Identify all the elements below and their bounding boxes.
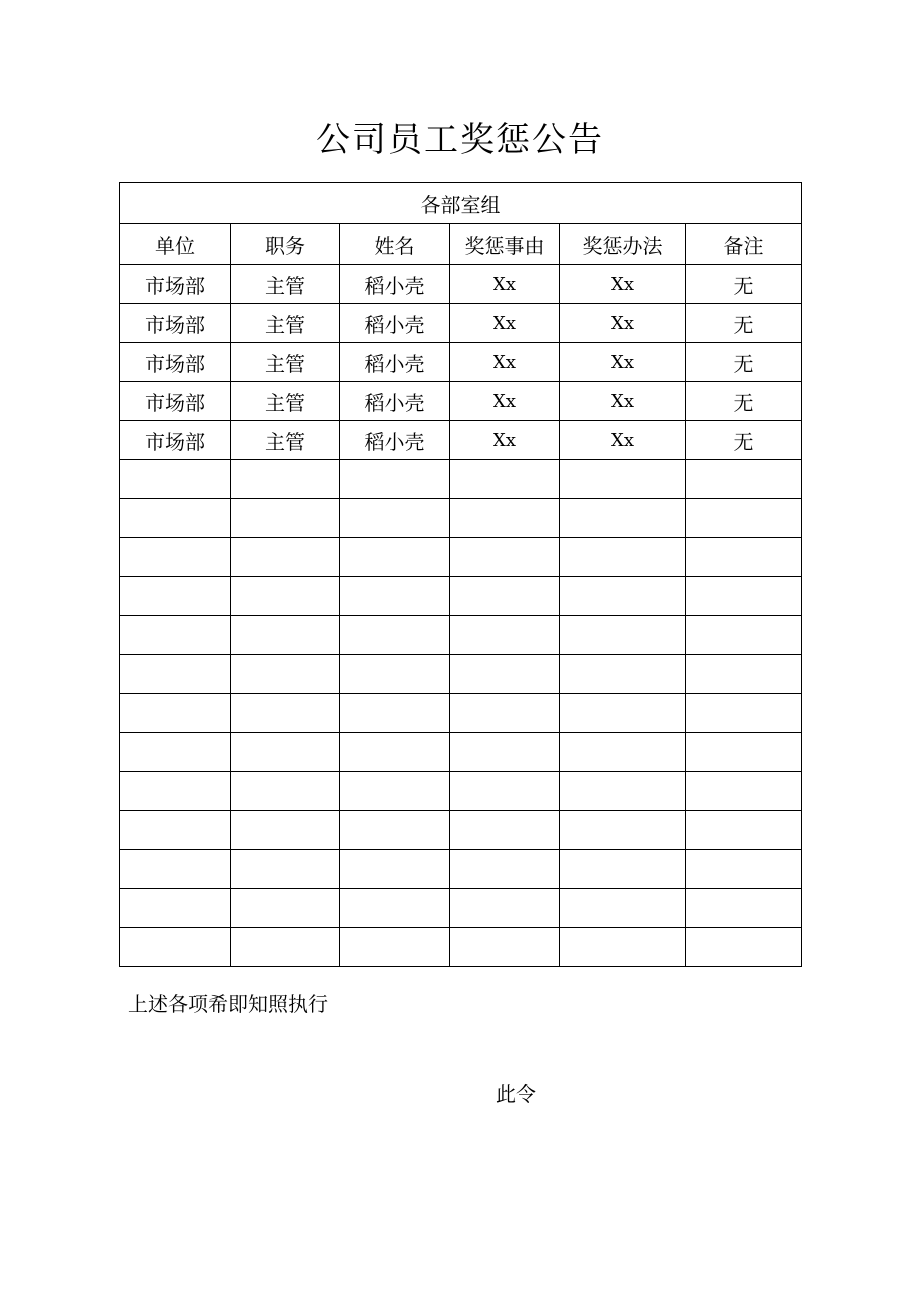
cell-position: 主管 xyxy=(231,343,340,382)
table-row xyxy=(120,928,802,967)
cell-measure xyxy=(560,811,686,850)
table-row xyxy=(120,382,802,421)
table-row xyxy=(120,499,802,538)
cell-unit xyxy=(120,850,231,889)
cell-position xyxy=(231,733,340,772)
cell-remark xyxy=(686,811,802,850)
table-row xyxy=(120,421,802,460)
cell-name: 稻小壳 xyxy=(340,343,450,382)
table-row xyxy=(120,304,802,343)
cell-unit xyxy=(120,772,231,811)
cell-name xyxy=(340,733,450,772)
cell-name xyxy=(340,850,450,889)
cell-remark xyxy=(686,772,802,811)
cell-name xyxy=(340,538,450,577)
cell-position xyxy=(231,616,340,655)
cell-name: 稻小壳 xyxy=(340,421,450,460)
cell-position xyxy=(231,577,340,616)
table-row xyxy=(120,889,802,928)
cell-reason xyxy=(450,928,560,967)
page-title: 公司员工奖惩公告 xyxy=(316,120,604,160)
cell-position: 主管 xyxy=(231,265,340,304)
cell-name xyxy=(340,655,450,694)
table-row xyxy=(120,655,802,694)
table-row xyxy=(120,694,802,733)
cell-unit xyxy=(120,928,231,967)
cell-reason xyxy=(450,772,560,811)
cell-reason xyxy=(450,460,560,499)
cell-measure xyxy=(560,733,686,772)
cell-reason xyxy=(450,733,560,772)
cell-reason xyxy=(450,655,560,694)
header-cell: 备注 xyxy=(686,224,802,265)
cell-reason xyxy=(450,499,560,538)
cell-reason xyxy=(450,577,560,616)
cell-measure: Xx xyxy=(560,382,686,421)
cell-name xyxy=(340,928,450,967)
cell-remark: 无 xyxy=(686,343,802,382)
cell-unit xyxy=(120,460,231,499)
cell-remark xyxy=(686,460,802,499)
cell-measure: Xx xyxy=(560,304,686,343)
cell-measure xyxy=(560,850,686,889)
cell-measure xyxy=(560,928,686,967)
cell-position xyxy=(231,655,340,694)
header-cell: 奖惩办法 xyxy=(560,224,686,265)
cell-remark xyxy=(686,889,802,928)
cell-position: 主管 xyxy=(231,304,340,343)
cell-name xyxy=(340,616,450,655)
cell-remark xyxy=(686,538,802,577)
cell-reason: Xx xyxy=(450,343,560,382)
cell-remark xyxy=(686,655,802,694)
cell-measure: Xx xyxy=(560,265,686,304)
cell-position xyxy=(231,811,340,850)
cell-unit xyxy=(120,811,231,850)
cell-measure xyxy=(560,460,686,499)
table-row xyxy=(120,343,802,382)
cell-name xyxy=(340,889,450,928)
cell-unit xyxy=(120,694,231,733)
footer-note: 上述各项希即知照执行 xyxy=(128,992,328,1016)
cell-unit xyxy=(120,616,231,655)
cell-unit: 市场部 xyxy=(120,382,231,421)
cell-unit xyxy=(120,577,231,616)
cell-measure xyxy=(560,889,686,928)
cell-unit xyxy=(120,538,231,577)
table-row xyxy=(120,616,802,655)
cell-unit: 市场部 xyxy=(120,343,231,382)
cell-reason: Xx xyxy=(450,304,560,343)
cell-reason xyxy=(450,538,560,577)
cell-unit xyxy=(120,733,231,772)
cell-unit xyxy=(120,499,231,538)
cell-unit: 市场部 xyxy=(120,265,231,304)
cell-name: 稻小壳 xyxy=(340,265,450,304)
table-row xyxy=(120,538,802,577)
cell-position xyxy=(231,850,340,889)
table-row xyxy=(120,772,802,811)
cell-name xyxy=(340,460,450,499)
cell-reason xyxy=(450,889,560,928)
group-row xyxy=(120,183,802,224)
table-row xyxy=(120,460,802,499)
cell-remark: 无 xyxy=(686,304,802,343)
cell-remark: 无 xyxy=(686,265,802,304)
cell-unit xyxy=(120,655,231,694)
cell-name: 稻小壳 xyxy=(340,304,450,343)
cell-reason: Xx xyxy=(450,382,560,421)
cell-remark xyxy=(686,499,802,538)
cell-measure: Xx xyxy=(560,343,686,382)
order-text: 此令 xyxy=(496,1082,536,1106)
cell-remark xyxy=(686,928,802,967)
cell-name xyxy=(340,499,450,538)
cell-position xyxy=(231,460,340,499)
cell-reason xyxy=(450,811,560,850)
cell-measure xyxy=(560,616,686,655)
cell-remark xyxy=(686,694,802,733)
cell-name xyxy=(340,772,450,811)
cell-measure xyxy=(560,577,686,616)
cell-remark xyxy=(686,733,802,772)
cell-measure xyxy=(560,538,686,577)
cell-position xyxy=(231,694,340,733)
cell-measure xyxy=(560,499,686,538)
cell-reason xyxy=(450,616,560,655)
cell-reason: Xx xyxy=(450,265,560,304)
table-row xyxy=(120,850,802,889)
group-label: 各部室组 xyxy=(120,183,802,224)
table-row xyxy=(120,811,802,850)
cell-measure xyxy=(560,655,686,694)
cell-remark xyxy=(686,850,802,889)
header-cell: 职务 xyxy=(231,224,340,265)
cell-remark: 无 xyxy=(686,382,802,421)
cell-unit: 市场部 xyxy=(120,421,231,460)
cell-unit: 市场部 xyxy=(120,304,231,343)
cell-measure xyxy=(560,772,686,811)
cell-name: 稻小壳 xyxy=(340,382,450,421)
cell-position xyxy=(231,928,340,967)
cell-position: 主管 xyxy=(231,421,340,460)
cell-position xyxy=(231,772,340,811)
header-row xyxy=(120,224,802,265)
cell-remark xyxy=(686,577,802,616)
cell-remark xyxy=(686,616,802,655)
cell-reason: Xx xyxy=(450,421,560,460)
cell-name xyxy=(340,694,450,733)
cell-name xyxy=(340,811,450,850)
table-row xyxy=(120,265,802,304)
cell-reason xyxy=(450,694,560,733)
table-row xyxy=(120,733,802,772)
header-cell: 姓名 xyxy=(340,224,450,265)
cell-unit xyxy=(120,889,231,928)
cell-name xyxy=(340,577,450,616)
cell-position xyxy=(231,499,340,538)
cell-position xyxy=(231,538,340,577)
cell-measure xyxy=(560,694,686,733)
cell-position xyxy=(231,889,340,928)
cell-remark: 无 xyxy=(686,421,802,460)
header-cell: 奖惩事由 xyxy=(450,224,560,265)
cell-position: 主管 xyxy=(231,382,340,421)
table-row xyxy=(120,577,802,616)
cell-reason xyxy=(450,850,560,889)
cell-measure: Xx xyxy=(560,421,686,460)
header-cell: 单位 xyxy=(120,224,231,265)
rewards-table xyxy=(119,182,802,967)
